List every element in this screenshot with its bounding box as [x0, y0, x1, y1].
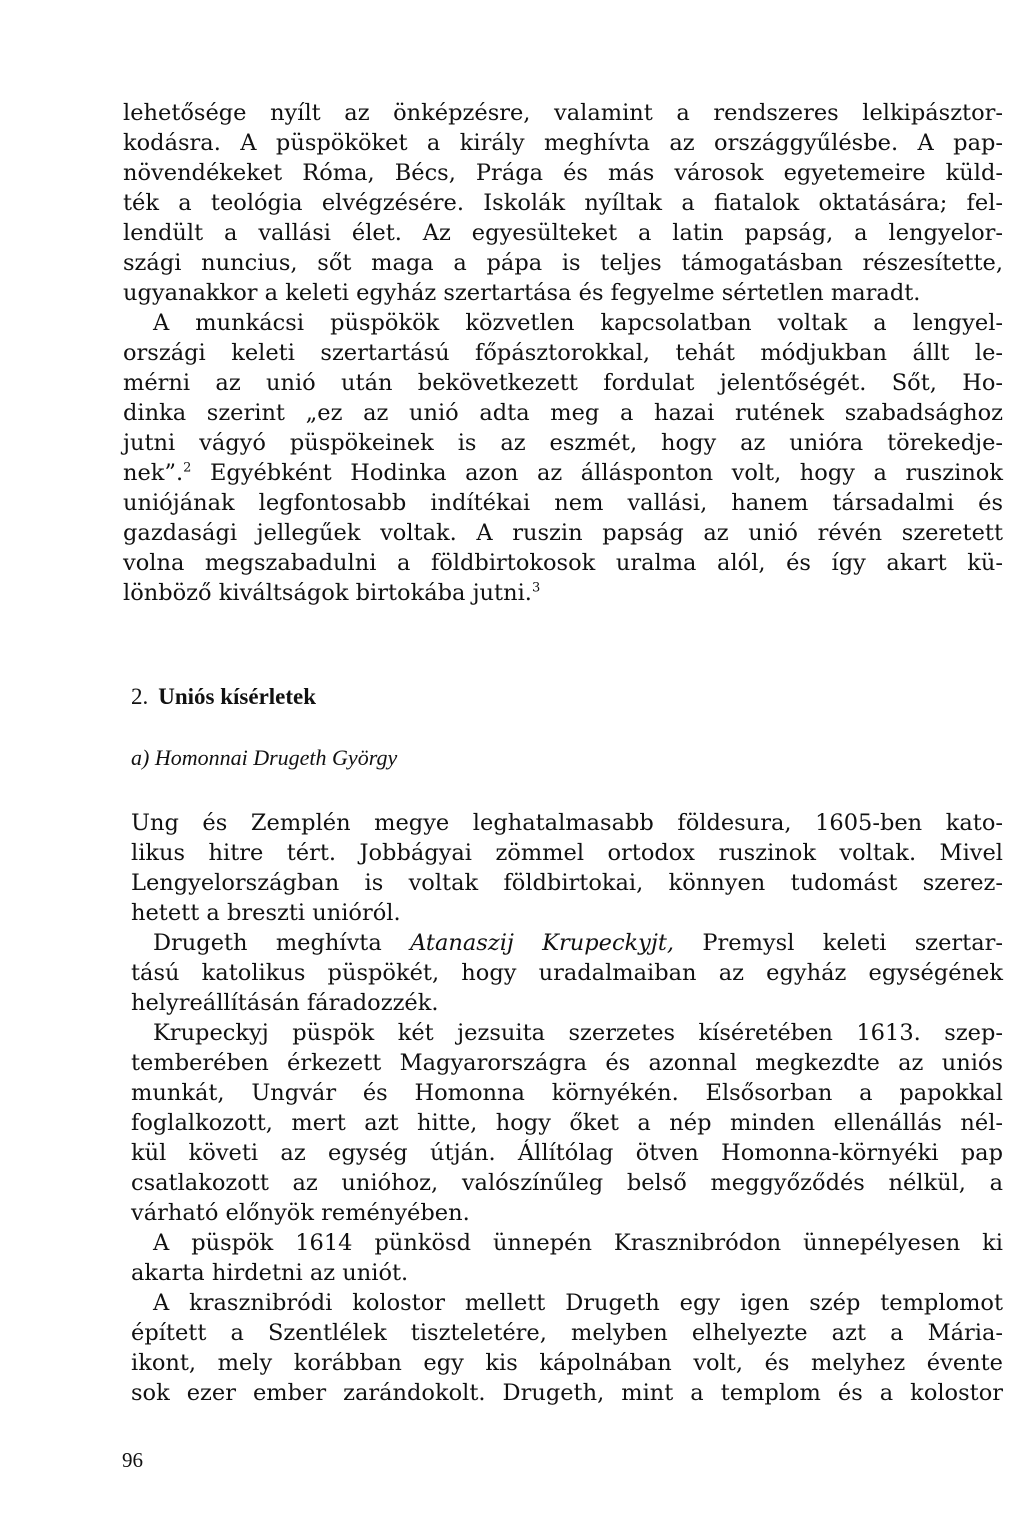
footnote-marker: 3 — [531, 580, 541, 596]
text-line: ikont, mely korábban egy kis kápolnában volt, és melyhez évente — [131, 1350, 1003, 1376]
text-line: ték a teológia elvégzésére. Iskolák nyíltak a fiatalok oktatására; fel- — [123, 190, 1003, 216]
text-line-with-footnote — [123, 458, 1003, 488]
text-line: Ung és Zemplén megye leghatalmasabb földesura, 1605-ben kato- — [131, 810, 1003, 836]
text-line: mérni az unió után bekövetkezett fordulat jelentőségét. Sőt, Ho- — [123, 370, 1003, 396]
text-line: épített a Szentlélek tiszteletére, melyben elhelyezte azt a Mária- — [131, 1320, 1003, 1346]
text-line: gazdasági jellegűek voltak. A ruszin papság az unió révén szeretett — [123, 520, 1003, 546]
text-line-with-footnote — [123, 578, 1003, 608]
person-name-italic: Atanaszij Krupeckyjt, — [410, 930, 675, 956]
text-line: lendült a vallási élet. Az egyesülteket a latin papság, a lengyelor- — [123, 220, 1003, 246]
footnote-marker: 2 — [183, 460, 192, 476]
section-heading — [131, 684, 316, 710]
text-line: A püspök 1614 pünkösd ünnepén Krasznibródon ünnepélyesen ki — [153, 1230, 1003, 1256]
text-line: foglalkozott, mert azt hitte, hogy őket a nép minden ellenállás nél- — [131, 1110, 1003, 1136]
text-line: tású katolikus püspökét, hogy uradalmaiban az egyház egységének — [131, 960, 1003, 986]
text-fragment: Egyébként Hodinka azon az állásponton volt, hogy a ruszinok — [191, 460, 1003, 486]
text-line: lehetősége nyílt az önképzésre, valamint a rendszeres lelkipásztor- — [123, 100, 1003, 126]
text-fragment: Premysl keleti szertar- — [674, 930, 1003, 956]
page-number: 96 — [122, 1448, 143, 1472]
text-line: A munkácsi püspökök közvetlen kapcsolatban voltak a lengyel- — [153, 310, 1003, 336]
text-line: volna megszabadulni a földbirtokosok uralma alól, és így akart kü- — [123, 550, 1003, 576]
text-fragment: Drugeth meghívta — [153, 930, 411, 956]
text-line: szági nuncius, sőt maga a pápa is teljes támogatásban részesítette, — [123, 250, 1003, 276]
paragraph-6 — [131, 1228, 1003, 1288]
text-line: Lengyelországban is voltak földbirtokai, könnyen tudomást szerez- — [131, 870, 1003, 896]
text-fragment: nek”. — [123, 460, 184, 486]
paragraph-4 — [131, 928, 1003, 1018]
text-line: növendékeket Róma, Bécs, Prága és más városok egyetemeire küld- — [123, 160, 1003, 186]
text-line: akarta hirdetni az uniót. — [131, 1260, 409, 1286]
text-line-with-italic — [131, 928, 1003, 958]
section-body — [131, 808, 1003, 1408]
text-line: jutni vágyó püspökeinek is az eszmét, hogy az unióra törekedje- — [123, 430, 1003, 456]
text-line: várható előnyök reményében. — [131, 1200, 470, 1226]
paragraph-2-cont — [123, 338, 1003, 608]
text-line: helyreállításán fáradozzék. — [131, 990, 439, 1016]
text-line: ugyanakkor a keleti egyház szertartása és fegyelme sértetlen maradt. — [123, 280, 921, 306]
paragraph-2 — [123, 308, 1003, 338]
text-line: dinka szerint „ez az unió adta meg a hazai rutének szabadsághoz — [123, 400, 1003, 426]
text-line: országi keleti szertartású főpásztorokkal, tehát módjukban állt le- — [123, 340, 1003, 366]
text-fragment: lönböző kiváltságok birtokába jutni. — [123, 580, 532, 606]
text-line: kodásra. A püspököket a király meghívta az országgyűlésbe. A pap- — [123, 130, 1003, 156]
text-line: likus hitre tért. Jobbágyai zömmel ortodox ruszinok voltak. Mivel — [131, 840, 1003, 866]
section-number: 2. — [131, 684, 149, 709]
paragraph-1 — [123, 98, 1003, 308]
text-line: munkát, Ungvár és Homonna környékén. Elsősorban a papokkal — [131, 1080, 1003, 1106]
paragraph-7 — [131, 1288, 1003, 1408]
text-line: kül követi az egység útján. Állítólag ötven Homonna-környéki pap — [131, 1140, 1003, 1166]
paragraph-5 — [131, 1018, 1003, 1228]
paragraph-3 — [131, 808, 1003, 928]
text-line: A krasznibródi kolostor mellett Drugeth egy igen szép templomot — [153, 1290, 1003, 1316]
text-line: Krupeckyj püspök két jezsuita szerzetes kíséretében 1613. szep- — [153, 1020, 1003, 1046]
text-line: temberében érkezett Magyarországra és azonnal megkezdte az uniós — [131, 1050, 1003, 1076]
text-line: hetett a breszti unióról. — [131, 900, 401, 926]
text-line: sok ezer ember zarándokolt. Drugeth, mint a templom és a kolostor — [131, 1380, 1003, 1406]
page-body — [123, 98, 1003, 1406]
text-line: csatlakozott az unióhoz, valószínűleg belső meggyőződés nélkül, a — [131, 1170, 1003, 1196]
text-line: uniójának legfontosabb indítékai nem vallási, hanem társadalmi és — [123, 490, 1003, 516]
subsection-heading: a) Homonnai Drugeth György — [131, 745, 398, 770]
section-title: Uniós kísérletek — [158, 684, 317, 709]
